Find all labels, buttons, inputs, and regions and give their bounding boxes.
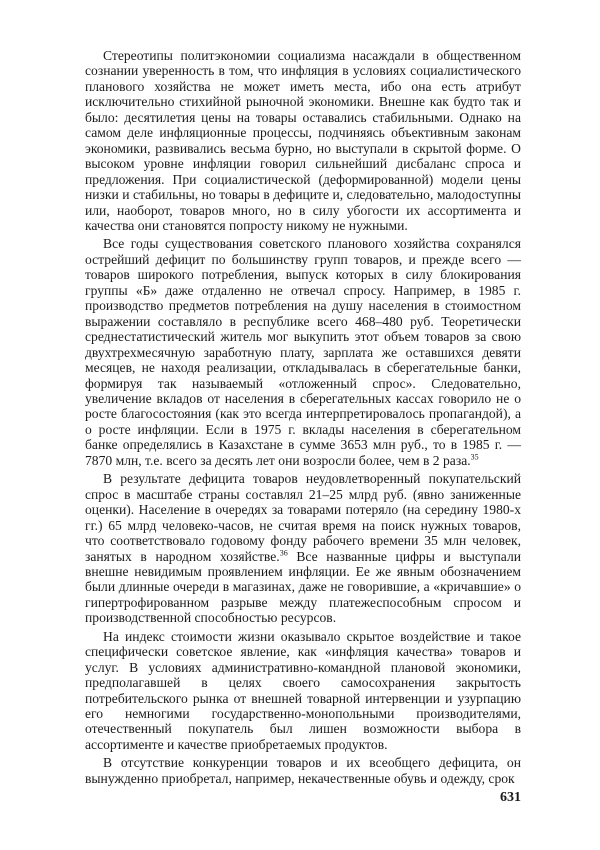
paragraph-stereotypes	[85, 48, 521, 233]
paragraph-text: В отсутствие конкуренции товаров и их всеобщего дефицита, он вынужденно приобретал, например, некачественные обувь и одежду, срок	[85, 755, 521, 786]
page-number: 631	[500, 790, 521, 805]
paragraph-text: На индекс стоимости жизни оказывало скрытое воздействие и такое специфически советское явление, как «инфляция качества» товаров и услуг. В условиях административно-командной плановой экономики, предполагавшей в целях своего самосохранения закрытость потребительского рынка от внешней товарной интервенции и узурпацию его немногими государственно-монопольными производителями, отечественный покупатель был лишен возможности выбора в ассортименте и качестве приобретаемых продуктов.	[85, 628, 521, 752]
paragraph-no-competition	[85, 755, 521, 786]
document-page	[85, 48, 521, 786]
paragraph-text: Все годы существования советского планового хозяйства сохранялся острейший дефицит по большинству групп товаров, и прежде всего — товаров широкого потребления, выпуск которых в силу блокирования группы «Б» даже отдаленно не отвечал спросу. Например, в 1985 г. производство предметов потребления на душу населения в стоимостном выражении составляло в республике всего 468–480 руб. Теоретически среднестатистический житель мог выкупить этот объем товаров за свою двухтрехмесячную заработную плату, зарплата же оставшихся девяти месяцев, не находя реализации, откладывалась в сберегательные банки, формируя так называемый «отложенный спрос». Следовательно, увеличение вкладов от населения в сберегательных кассах говорило не о росте благосостояния (как это всегда интерпретировалось пропагандой), а о росте инфляции. Если в 1975 г. вклады населения в сберегательном банке определялись в Казахстане в сумме 3653 млн руб., то в 1985 г. — 7870 млн, т.е. всего за десять лет они возросли более, чем в 2 раза.	[85, 236, 521, 468]
paragraph-text: Стереотипы политэкономии социализма насаждали в общественном сознании уверенность в том, что инфляция в условиях социалистического планового хозяйства не может иметь места, ибо она есть атрибут исключительно стихийной рыночной экономики. Внешне как будто так и было: десятилетия цены на товары оставались стабильными. Однако на самом деле инфляционные процессы, подчиняясь объективным законам экономики, развивались весьма бурно, но выступали в скрытой форме. О высоком уровне инфляции говорил сильнейший дисбаланс спроса и предложения. При социалистической (деформированной) модели цены низки и стабильны, но товары в дефиците и, следовательно, малодоступны или, наоборот, товаров много, но в силу убогости их ассортимента и качества они становятся попросту никому не нужными.	[85, 48, 521, 233]
body-text	[85, 48, 521, 786]
footnote-marker: 36	[279, 547, 288, 557]
paragraph-text-continued: Все названные цифры и выступали внешне невидимым проявлением инфляции. Ее же явным обозначением были длинные очереди в магазинах, даже не говорившие, а «кричавшие» о гипертрофированном разрыве между платежеспособным спросом и производственной способностью ресурсов.	[85, 548, 522, 626]
paragraph-text: В результате дефицита товаров неудовлетворенный покупательский спрос в масштабе страны составлял 21–25 млрд руб. (явно заниженные оценки). Население в очередях за товарами потеряло (на середину 1980-х гг.) 65 млрд человеко-часов, не считая время на поиск нужных товаров, что соответствовало годовому фонду рабочего времени 35 млн человек, занятых в народном хозяйстве.	[85, 471, 521, 564]
paragraph-deficit	[85, 236, 521, 468]
footnote-marker: 35	[470, 452, 479, 462]
paragraph-quality-inflation	[85, 629, 521, 753]
paragraph-unmet-demand	[85, 471, 521, 626]
